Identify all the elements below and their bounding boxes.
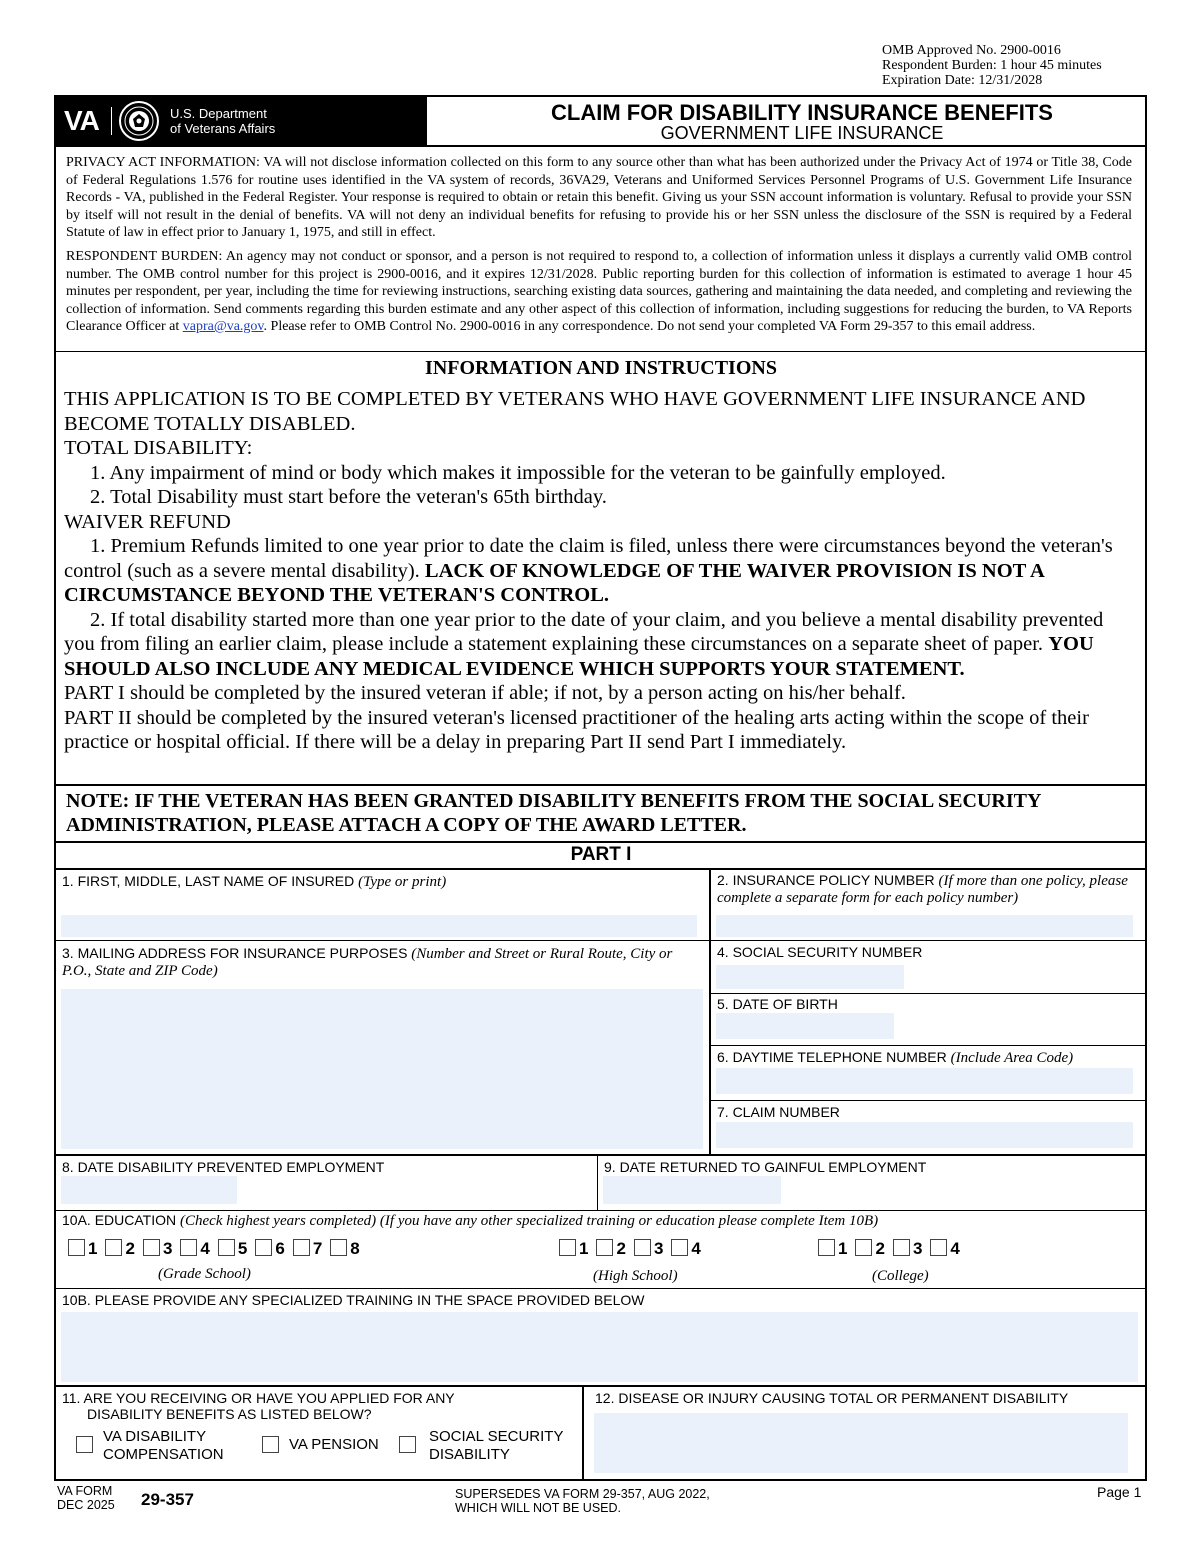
va-comp-label-2: COMPENSATION — [103, 1446, 224, 1463]
insured-name-input[interactable] — [61, 915, 697, 937]
field2-label — [717, 872, 1137, 906]
hs-3-option[interactable] — [634, 1239, 663, 1259]
field11-label — [62, 1390, 572, 1422]
claim-number-input[interactable] — [716, 1122, 1133, 1148]
col-divider-1-2 — [709, 869, 711, 1154]
form-title: CLAIM FOR DISABILITY INSURANCE BENEFITS — [551, 100, 1053, 125]
field4-label: 4. SOCIAL SECURITY NUMBER — [717, 944, 923, 960]
grade-7-label: 7 — [312, 1239, 323, 1258]
va-pension-option[interactable] — [262, 1428, 392, 1468]
grade-6-label: 6 — [275, 1239, 285, 1258]
grade-8-option[interactable] — [330, 1239, 359, 1259]
waiver-2-text: 2. If total disability started more than one year prior to the date of your claim, and you believe a mental disability prevented you from filing an earlier claim, please include a statement explaining these circumstances on a separate sheet of paper. — [64, 608, 1104, 655]
high-school-options — [559, 1239, 709, 1259]
va-pension-checkbox[interactable] — [262, 1436, 279, 1453]
field1-hint: (Type or print) — [358, 874, 447, 890]
row5-rule — [710, 1045, 1146, 1046]
date-disability-input[interactable] — [61, 1176, 237, 1204]
total-disability-2: 2. Total Disability must start before the veteran's 65th birthday. — [90, 486, 607, 508]
college-4-label: 4 — [950, 1239, 960, 1258]
college-2-checkbox[interactable] — [855, 1239, 872, 1256]
college-1-checkbox[interactable] — [818, 1239, 835, 1256]
part-title-rule — [56, 868, 1146, 870]
part-title: PART I — [570, 844, 632, 865]
footer-supersedes-2: WHICH WILL NOT BE USED. — [455, 1501, 621, 1515]
footer-form-number: 29-357 — [141, 1490, 194, 1509]
hs-1-label: 1 — [579, 1239, 589, 1258]
ss-disability-label-2: DISABILITY — [429, 1446, 510, 1463]
ss-disability-checkbox[interactable] — [399, 1436, 416, 1453]
field10a-hint: (Check highest years completed) (If you have any other specialized training or education please complete Item 10B) — [180, 1213, 879, 1229]
college-3-label: 3 — [912, 1239, 923, 1258]
omb-expiration: Expiration Date: 12/31/2028 — [882, 73, 1043, 88]
va-comp-checkbox[interactable] — [76, 1436, 93, 1453]
hs-4-checkbox[interactable] — [671, 1239, 688, 1256]
hs-2-option[interactable] — [596, 1239, 625, 1259]
dept-line-2: of Veterans Affairs — [170, 121, 276, 136]
dept-line-1: U.S. Department — [170, 106, 267, 121]
header-rule — [56, 145, 1146, 147]
burden-text-after: . Please refer to OMB Control No. 2900-0016 in any correspondence. Do not send your completed VA Form 29-357 to this email address. — [263, 319, 1036, 334]
row6-rule — [710, 1100, 1146, 1101]
field7-label: 7. CLAIM NUMBER — [717, 1104, 840, 1120]
row4-rule — [710, 993, 1146, 994]
field10b-label: 10B. PLEASE PROVIDE ANY SPECIALIZED TRAINING IN THE SPACE PROVIDED BELOW — [62, 1292, 645, 1308]
college-caption: (College) — [872, 1268, 929, 1284]
grade-1-checkbox[interactable] — [68, 1239, 85, 1256]
field2-hint: (If more than one policy, please complete a separate form for each policy number) — [717, 873, 1128, 906]
col-divider-11-12 — [582, 1386, 584, 1480]
grade-5-option[interactable] — [218, 1239, 247, 1259]
waiver-1-bold: LACK OF KNOWLEDGE OF THE WAIVER PROVISION IS NOT A CIRCUMSTANCE BEYOND THE VETERAN'S CONTROL. — [64, 559, 1044, 606]
grade-6-checkbox[interactable] — [255, 1239, 272, 1256]
col-divider-8-9 — [597, 1155, 598, 1210]
grade-2-label: 2 — [125, 1239, 135, 1258]
grade-school-caption: (Grade School) — [158, 1266, 251, 1282]
va-logo-text: VA — [64, 105, 99, 136]
grade-1-option[interactable] — [68, 1239, 97, 1259]
ssn-input[interactable] — [716, 965, 904, 989]
grade-1-label: 1 — [88, 1239, 98, 1258]
high-school-caption: (High School) — [593, 1268, 678, 1284]
field11-label-line1: 11. ARE YOU RECEIVING OR HAVE YOU APPLIED FOR ANY — [62, 1390, 455, 1406]
mailing-address-input[interactable] — [61, 989, 703, 1149]
disease-injury-input[interactable] — [594, 1413, 1128, 1473]
waiver-item-1 — [64, 534, 1136, 608]
footer-page-number: Page 1 — [1097, 1484, 1142, 1500]
respondent-burden — [66, 248, 1132, 336]
field12-label: 12. DISEASE OR INJURY CAUSING TOTAL OR PERMANENT DISABILITY — [595, 1390, 1069, 1406]
college-options — [818, 1239, 968, 1259]
row10a-rule — [56, 1288, 1146, 1289]
row1-rule — [56, 940, 1146, 941]
hs-1-checkbox[interactable] — [559, 1239, 576, 1256]
grade-2-option[interactable] — [105, 1239, 134, 1259]
va-pension-label: VA PENSION — [289, 1436, 379, 1453]
logo-divider — [111, 107, 112, 135]
total-disability-heading: TOTAL DISABILITY: — [64, 437, 253, 459]
grade-4-checkbox[interactable] — [180, 1239, 197, 1256]
hs-4-option[interactable] — [671, 1239, 700, 1259]
instructions-heading: INFORMATION AND INSTRUCTIONS — [425, 357, 777, 379]
va-comp-option[interactable] — [76, 1428, 256, 1468]
date-returned-input[interactable] — [603, 1176, 781, 1204]
college-4-checkbox[interactable] — [930, 1239, 947, 1256]
instructions-rule — [56, 784, 1146, 786]
form-subtitle: GOVERNMENT LIFE INSURANCE — [660, 123, 944, 143]
college-3-option[interactable] — [893, 1239, 922, 1259]
field2-label-text: 2. INSURANCE POLICY NUMBER — [717, 872, 935, 888]
footer-form-label-1: VA FORM — [57, 1484, 113, 1498]
grade-8-checkbox[interactable] — [330, 1239, 347, 1256]
field8-label: 8. DATE DISABILITY PREVENTED EMPLOYMENT — [62, 1159, 385, 1175]
grade-school-options — [68, 1239, 368, 1259]
field9-label: 9. DATE RETURNED TO GAINFUL EMPLOYMENT — [604, 1159, 927, 1175]
grade-6-option[interactable] — [255, 1239, 284, 1259]
waiver-heading: WAIVER REFUND — [64, 510, 231, 533]
hs-3-checkbox[interactable] — [634, 1239, 651, 1256]
field10a-label-text: 10A. EDUCATION — [62, 1212, 177, 1228]
college-1-option[interactable] — [818, 1239, 847, 1259]
row10b-rule — [56, 1385, 1146, 1387]
ss-disability-label — [429, 1428, 563, 1464]
field3-label-text: 3. MAILING ADDRESS FOR INSURANCE PURPOSES — [62, 945, 408, 961]
college-2-label: 2 — [875, 1239, 885, 1258]
va-comp-label-1: VA DISABILITY — [103, 1428, 207, 1445]
field6-label — [717, 1049, 1137, 1066]
va-seal-icon — [118, 100, 160, 142]
instructions-intro: THIS APPLICATION IS TO BE COMPLETED BY VETERANS WHO HAVE GOVERNMENT LIFE INSURANCE AND BECOME TOTALLY DISABLED. — [64, 388, 1086, 435]
part1-note: PART I should be completed by the insured veteran if able; if not, by a person acting on his/her behalf. — [64, 682, 906, 704]
row7-rule — [56, 1154, 1146, 1156]
field5-label: 5. DATE OF BIRTH — [717, 996, 838, 1012]
hs-2-label: 2 — [616, 1239, 626, 1258]
burden-text: RESPONDENT BURDEN: An agency may not conduct or sponsor, and a person is not required to respond to, a collection of information unless it displays a currently valid OMB control number. The OMB control number for this project is 2900-0016, and it expires 12/31/2028. Public reporting burden for this collection of information is estimated to average 1 hour 45 minutes per respondent, per year, including the time for reviewing instructions, searching existing data sources, gathering and maintaining the data needed, and completing and reviewing the collection of information. Send comments regarding this burden estimate and any other aspect of this collection of information, including suggestions for reducing the burden, to VA Reports Clearance Officer at — [66, 249, 1132, 334]
field6-hint: (Include Area Code) — [950, 1050, 1074, 1066]
phone-input[interactable] — [716, 1068, 1133, 1094]
grade-8-label: 8 — [350, 1239, 360, 1258]
college-4-option[interactable] — [930, 1239, 959, 1259]
ss-disability-option[interactable] — [399, 1428, 579, 1468]
grade-5-checkbox[interactable] — [218, 1239, 235, 1256]
footer-form-label-2: DEC 2025 — [57, 1498, 115, 1512]
burden-email-link[interactable]: vapra@va.gov — [182, 319, 264, 334]
specialized-training-input[interactable] — [61, 1312, 1138, 1382]
omb-info — [882, 43, 1102, 88]
ss-disability-label-1: SOCIAL SECURITY — [429, 1428, 564, 1445]
footer-form-label — [57, 1484, 115, 1512]
va-logo-block — [56, 97, 427, 145]
field10a-label — [62, 1212, 1142, 1229]
college-3-checkbox[interactable] — [893, 1239, 910, 1256]
row8-rule — [56, 1210, 1146, 1211]
grade-4-option[interactable] — [180, 1239, 209, 1259]
hs-2-checkbox[interactable] — [596, 1239, 613, 1256]
grade-3-checkbox[interactable] — [143, 1239, 160, 1256]
instructions-body — [64, 387, 1136, 755]
dob-input[interactable] — [716, 1013, 894, 1039]
field6-label-text: 6. DAYTIME TELEPHONE NUMBER — [717, 1049, 947, 1065]
grade-7-checkbox[interactable] — [293, 1239, 310, 1256]
footer-supersedes-1: SUPERSEDES VA FORM 29-357, AUG 2022, — [455, 1487, 710, 1501]
ssa-note: NOTE: IF THE VETERAN HAS BEEN GRANTED DISABILITY BENEFITS FROM THE SOCIAL SECURITY ADMINISTRATION, PLEASE ATTACH A COPY OF THE AWARD LETTER. — [66, 790, 1041, 836]
grade-3-option[interactable] — [143, 1239, 172, 1259]
field1-label — [62, 873, 702, 890]
total-disability-1: 1. Any impairment of mind or body which makes it impossible for the veteran to be gainfully employed. — [90, 461, 946, 484]
college-1-label: 1 — [838, 1239, 848, 1258]
field3-label — [62, 945, 702, 979]
va-comp-label — [103, 1428, 224, 1464]
field1-label-text: 1. FIRST, MIDDLE, LAST NAME OF INSURED — [62, 873, 355, 889]
dept-name — [170, 106, 275, 136]
grade-5-label: 5 — [237, 1239, 248, 1258]
footer-supersedes — [455, 1487, 710, 1515]
grade-2-checkbox[interactable] — [105, 1239, 122, 1256]
grade-3-label: 3 — [162, 1239, 173, 1258]
note-rule — [56, 841, 1146, 843]
privacy-act: PRIVACY ACT INFORMATION: VA will not disclose information collected on this form to any source other than what has been authorized under the Privacy Act of 1974 or Title 38, Code of Federal Regulations 1.576 for routine uses identified in the VA system of records, 36VA29, Veterans and Uniformed Services Personnel Programs of U.S. Government Life Insurance Records - VA, published in the Federal Register. Your response is required to obtain or retain this benefit. Giving us your SSN account information is voluntary. Refusal to provide your SSN by itself will not result in the denial of benefits. VA will not deny an individual benefits for refusing to provide his or her SSN unless the disclosure of the SSN is required by a Federal Statute of law in effect prior to January 1, 1975, and still in effect. — [66, 155, 1132, 240]
waiver-item-2 — [64, 608, 1136, 682]
hs-4-label: 4 — [691, 1239, 701, 1258]
omb-burden: Respondent Burden: 1 hour 45 minutes — [882, 58, 1102, 73]
grade-7-option[interactable] — [293, 1239, 322, 1259]
grade-4-label: 4 — [200, 1239, 210, 1258]
privacy-rule — [56, 351, 1146, 352]
part2-note: PART II should be completed by the insured veteran's licensed practitioner of the healing arts acting within the scope of their practice or hospital official. If there will be a delay in preparing Part II send Part I immediately. — [64, 706, 1089, 753]
field11-label-line2: DISABILITY BENEFITS AS LISTED BELOW? — [87, 1406, 372, 1422]
field3-hint: (Number and Street or Rural Route, City or P.O., State and ZIP Code) — [62, 946, 673, 979]
waiver-2-bold: YOU SHOULD ALSO INCLUDE ANY MEDICAL EVIDENCE WHICH SUPPORTS YOUR STATEMENT. — [64, 633, 1094, 680]
policy-number-input[interactable] — [716, 915, 1133, 937]
college-2-option[interactable] — [855, 1239, 884, 1259]
omb-approved: OMB Approved No. 2900-0016 — [882, 43, 1061, 58]
hs-1-option[interactable] — [559, 1239, 588, 1259]
waiver-1-text: 1. Premium Refunds limited to one year prior to date the claim is filed, unless there were circumstances beyond the veteran's control (such as a severe mental disability). — [64, 535, 1113, 582]
hs-3-label: 3 — [653, 1239, 664, 1258]
